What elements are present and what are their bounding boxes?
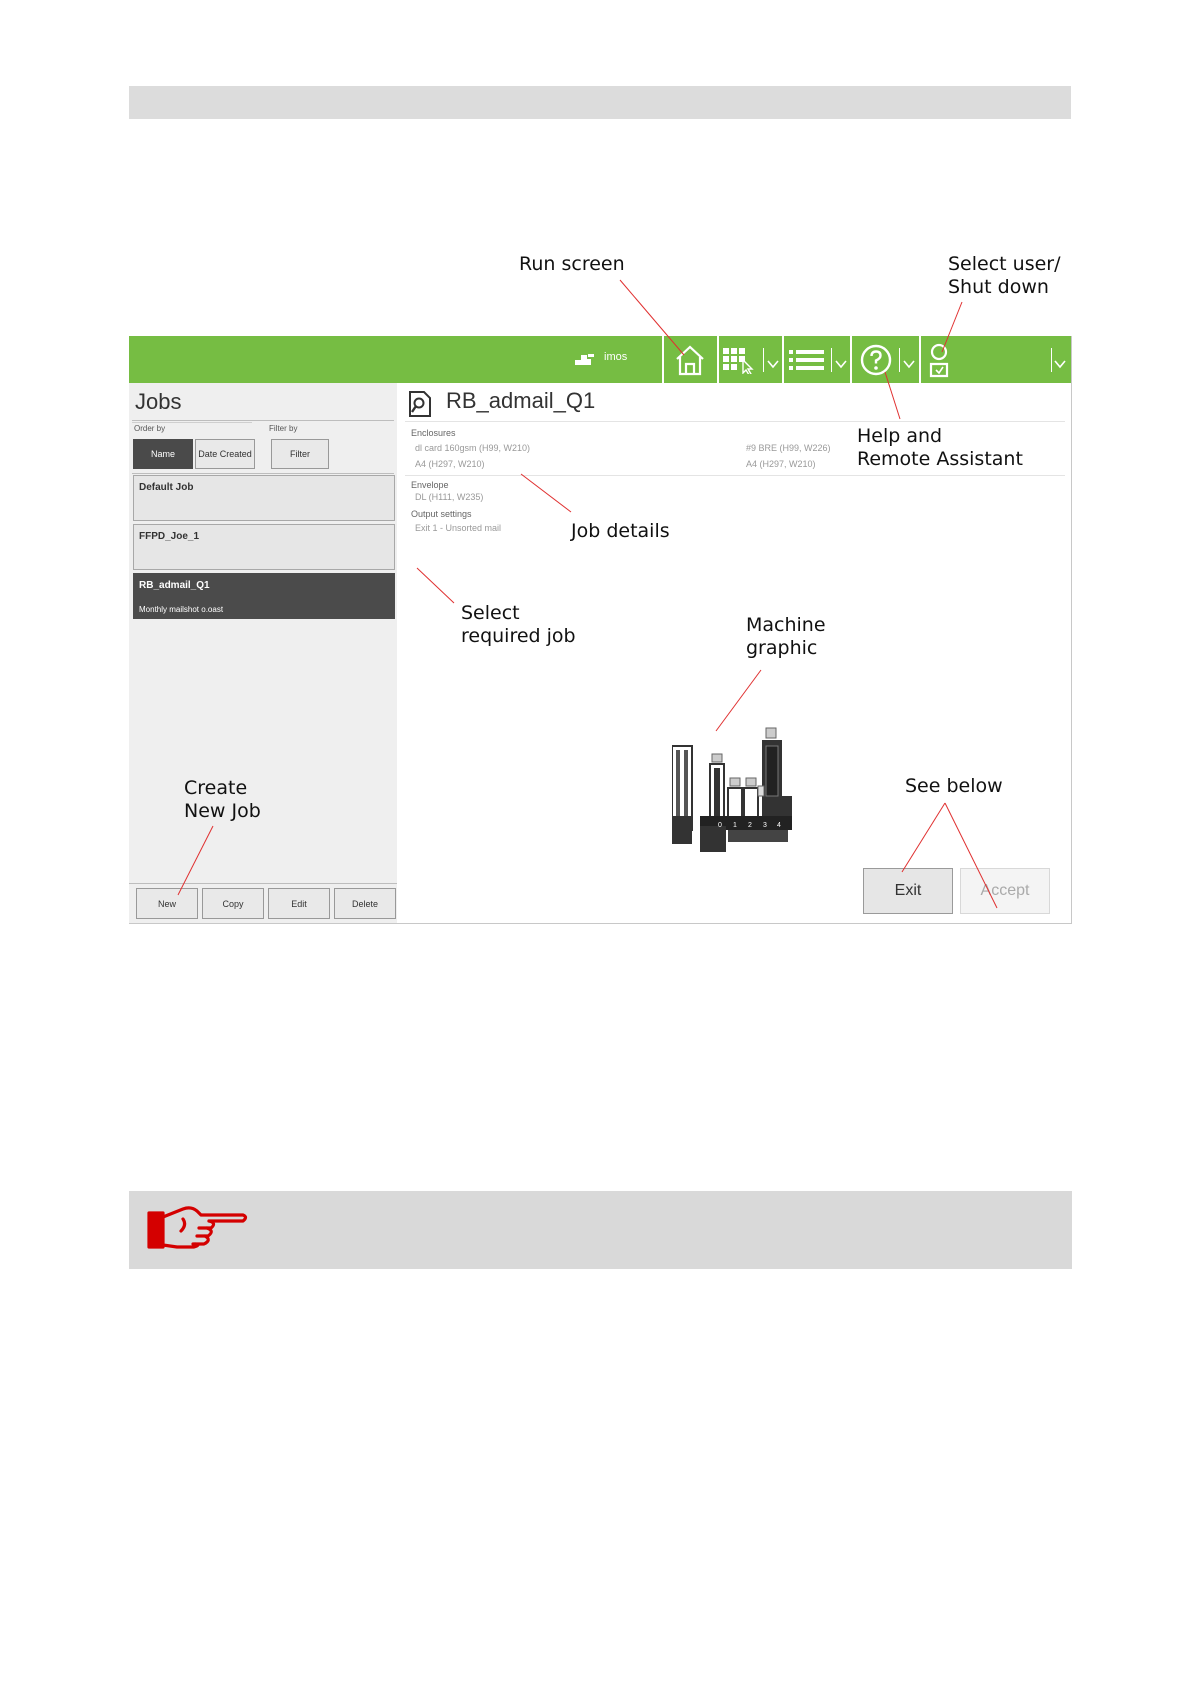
toolbar-divider (850, 336, 852, 383)
machine-graphic (672, 716, 804, 856)
chevron-down-icon[interactable] (767, 354, 779, 373)
order-by-date-button[interactable]: Date Created (195, 439, 255, 469)
job-grid-icon[interactable] (721, 346, 761, 378)
annotation-help-line2: Remote Assistant (857, 448, 1023, 470)
accept-button[interactable]: Accept (960, 868, 1050, 914)
order-by-label: Order by (134, 424, 166, 433)
list-menu-icon[interactable] (788, 348, 826, 376)
enclosure-value: dl card 160gsm (H99, W210) (415, 443, 531, 453)
edit-job-button[interactable]: Edit (268, 888, 330, 919)
job-name: Default Job (139, 482, 194, 493)
job-description: Monthly mailshot o.oast (139, 605, 224, 614)
user-icon[interactable] (924, 342, 954, 382)
enclosure-value: A4 (H297, W210) (415, 459, 485, 469)
station-number: 2 (748, 822, 752, 829)
copy-job-button[interactable]: Copy (202, 888, 264, 919)
annotation-machine-line1: Machine (746, 614, 826, 636)
station-number: 1 (733, 822, 737, 829)
chevron-down-icon[interactable] (1054, 354, 1066, 373)
filter-button[interactable]: Filter (271, 439, 329, 469)
machine-logo-icon (574, 352, 596, 372)
enclosures-label: Enclosures (411, 428, 456, 438)
toolbar (129, 336, 1071, 383)
envelope-value: DL (H111, W235) (415, 492, 484, 502)
delete-job-button[interactable]: Delete (334, 888, 396, 919)
annotation-run-screen: Run screen (519, 253, 625, 275)
station-number: 0 (718, 822, 722, 829)
annotation-help-line1: Help and (857, 425, 943, 447)
brand-label: imos (604, 351, 628, 363)
job-list-item-ffpd[interactable] (133, 524, 395, 570)
order-by-name-button[interactable]: Name (133, 439, 193, 469)
toolbar-divider (919, 336, 921, 383)
job-list-item-default[interactable] (133, 475, 395, 521)
job-list-item-selected[interactable] (133, 573, 395, 619)
annotation-select-job-line1: Select (461, 602, 520, 624)
annotation-job-details: Job details (571, 520, 670, 542)
note-band (129, 1191, 1072, 1269)
toolbar-divider (717, 336, 719, 383)
output-settings-value: Exit 1 - Unsorted mail (415, 523, 502, 533)
exit-button[interactable]: Exit (863, 868, 953, 914)
pointing-hand-icon (147, 1201, 251, 1259)
new-job-button[interactable]: New (136, 888, 198, 919)
job-document-icon (408, 391, 432, 421)
annotation-create-line2: New Job (184, 800, 261, 822)
annotation-see-below: See below (905, 775, 1003, 797)
annotation-machine-line2: graphic (746, 637, 818, 659)
home-icon[interactable] (673, 343, 707, 381)
job-name: FFPD_Joe_1 (139, 531, 200, 542)
envelope-label: Envelope (411, 480, 449, 490)
chevron-down-icon[interactable] (835, 354, 847, 373)
station-number: 3 (763, 822, 767, 829)
chevron-down-icon[interactable] (903, 354, 915, 373)
filter-by-label: Filter by (269, 424, 298, 433)
job-title: RB_admail_Q1 (446, 388, 596, 413)
annotation-select-user-line1: Select user/ (948, 253, 1061, 275)
output-settings-label: Output settings (411, 509, 472, 519)
enclosure-value: #9 BRE (H99, W226) (746, 443, 831, 453)
header-band (129, 86, 1071, 119)
toolbar-divider (782, 336, 784, 383)
jobs-panel (129, 383, 397, 923)
annotation-select-job-line2: required job (461, 625, 576, 647)
annotation-create-line1: Create (184, 777, 248, 799)
job-name: RB_admail_Q1 (139, 580, 210, 591)
toolbar-divider (662, 336, 664, 383)
jobs-title: Jobs (135, 389, 182, 414)
annotation-select-user-line2: Shut down (948, 276, 1049, 298)
enclosure-value: A4 (H297, W210) (746, 459, 816, 469)
station-number: 4 (777, 822, 781, 829)
help-icon[interactable] (859, 343, 893, 381)
